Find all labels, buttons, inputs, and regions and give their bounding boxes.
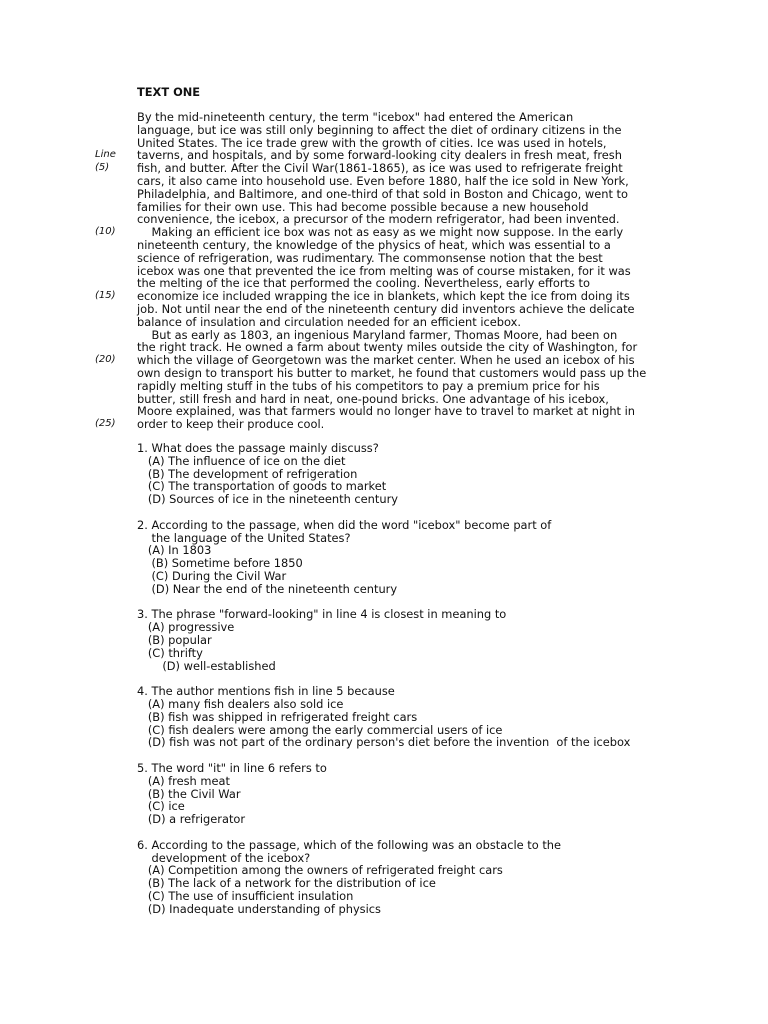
question-stem: 1. What does the passage mainly discuss?	[137, 441, 379, 455]
answer-option: (D) Sources of ice in the nineteenth century	[137, 492, 399, 507]
passage-line: cars, it also came into household use. Even before 1880, half the ice sold in New York,	[137, 173, 629, 188]
passage-line: the melting of the ice that performed the cooling. Nevertheless, early efforts to	[137, 276, 590, 291]
answer-option: (C) thrifty	[137, 645, 203, 660]
answer-option: (A) many fish dealers also sold ice	[137, 696, 344, 711]
question-stem: 2. According to the passage, when did the word "icebox" become part of	[137, 517, 552, 532]
question-stem: 5. The word "it" in line 6 refers to	[137, 760, 327, 775]
passage-line: icebox was one that prevented the ice from melting was of course mistaken, for it was	[137, 263, 631, 278]
passage-line: Moore explained, was that farmers would no longer have to travel to market at night in	[137, 404, 636, 419]
answer-option: (B) popular	[137, 632, 212, 647]
answer-option: (C) The use of insufficient insulation	[137, 888, 354, 903]
line-number-marker: (10)	[95, 226, 116, 238]
answer-option: (A) progressive	[137, 620, 235, 635]
passage-line: own design to transport his butter to market, he found that customers would pass up the	[137, 365, 647, 380]
answer-option: (B) The development of refrigeration	[137, 466, 358, 481]
passage-line: Philadelphia, and Baltimore, and one-third of that sold in Boston and Chicago, went to	[137, 186, 628, 201]
question-stem: the language of the United States?	[137, 530, 351, 545]
passage-line: order to keep their produce cool.	[137, 417, 325, 432]
question-stem: 4. The author mentions fish in line 5 because	[137, 684, 395, 699]
passage-line: nineteenth century, the knowledge of the physics of heat, which was essential to a	[137, 237, 611, 252]
line-number-marker: (15)	[95, 290, 116, 302]
answer-option: (B) fish was shipped in refrigerated freight cars	[137, 709, 418, 724]
answer-option: (C) During the Civil War	[137, 568, 287, 583]
answer-option: (A) fresh meat	[137, 773, 230, 788]
question-block	[137, 442, 697, 506]
passage-line: families for their own use. This had become possible because a new household	[137, 199, 589, 214]
passage-line: But as early as 1803, an ingenious Maryland farmer, Thomas Moore, had been on	[137, 327, 618, 342]
section-title: TEXT ONE	[137, 85, 201, 99]
answer-option: (A) In 1803	[137, 543, 212, 558]
passage-line: taverns, and hospitals, and by some forward-looking city dealers in fresh meat, fresh	[137, 148, 622, 163]
passage-line: job. Not until near the end of the nineteenth century did inventors achieve the delicate	[137, 301, 635, 316]
line-number-marker: (20)	[95, 354, 116, 366]
answer-option: (D) a refrigerator	[137, 812, 246, 827]
answer-option: (B) Sometime before 1850	[137, 556, 303, 571]
question-block	[137, 762, 697, 826]
answer-option: (A) Competition among the owners of refrigerated freight cars	[137, 863, 503, 878]
answer-option: (B) The lack of a network for the distribution of ice	[137, 876, 436, 891]
passage-line: science of refrigeration, was rudimentary. The commonsense notion that the best	[137, 250, 603, 265]
passage-line: language, but ice was still only beginning to affect the diet of ordinary citizens in the	[137, 122, 622, 137]
passage-line: By the mid-nineteenth century, the term "icebox" had entered the American	[137, 110, 574, 124]
passage-line: Making an efficient ice box was not as easy as we might now suppose. In the early	[137, 225, 624, 240]
question-stem: 3. The phrase "forward-looking" in line 4 is closest in meaning to	[137, 607, 507, 622]
reading-passage	[137, 111, 667, 431]
question-stem: 6. According to the passage, which of the following was an obstacle to the	[137, 837, 562, 852]
passage-line: the right track. He owned a farm about twenty miles outside the city of Washington, for	[137, 340, 638, 355]
question-block	[137, 685, 697, 749]
passage-line: which the village of Georgetown was the market center. When he used an icebox of his	[137, 353, 635, 368]
question-block	[137, 519, 697, 596]
passage-line: fish, and butter. After the Civil War(1861-1865), as ice was used to refrigerate freight	[137, 161, 623, 176]
answer-option: (D) Inadequate understanding of physics	[137, 901, 381, 916]
question-block	[137, 839, 697, 916]
question-list	[137, 442, 697, 928]
question-block	[137, 608, 697, 672]
passage-line: United States. The ice trade grew with the growth of cities. Ice was used in hotels,	[137, 135, 607, 150]
passage-line: butter, still fresh and hard in neat, one-pound bricks. One advantage of his icebox,	[137, 391, 609, 406]
passage-line: convenience, the icebox, a precursor of the modern refrigerator, had been invented.	[137, 212, 620, 227]
answer-option: (D) fish was not part of the ordinary person's diet before the invention of the icebox	[137, 735, 631, 750]
answer-option: (D) Near the end of the nineteenth century	[137, 581, 398, 596]
answer-option: (D) well-established	[137, 658, 276, 673]
answer-option: (A) The influence of ice on the diet	[137, 453, 346, 468]
line-number-marker: Line	[95, 149, 116, 161]
passage-line: economize ice included wrapping the ice in blankets, which kept the ice from doing its	[137, 289, 630, 304]
question-stem: development of the icebox?	[137, 850, 311, 865]
answer-option: (C) ice	[137, 799, 185, 814]
passage-line: balance of insulation and circulation needed for an efficient icebox.	[137, 314, 521, 329]
answer-option: (B) the Civil War	[137, 786, 241, 801]
passage-line: rapidly melting stuff in the tubs of his competitors to pay a premium price for his	[137, 378, 600, 393]
answer-option: (C) fish dealers were among the early commercial users of ice	[137, 722, 503, 737]
line-number-marker: (5)	[95, 162, 110, 174]
answer-option: (C) The transportation of goods to market	[137, 479, 387, 494]
line-number-marker: (25)	[95, 418, 116, 430]
